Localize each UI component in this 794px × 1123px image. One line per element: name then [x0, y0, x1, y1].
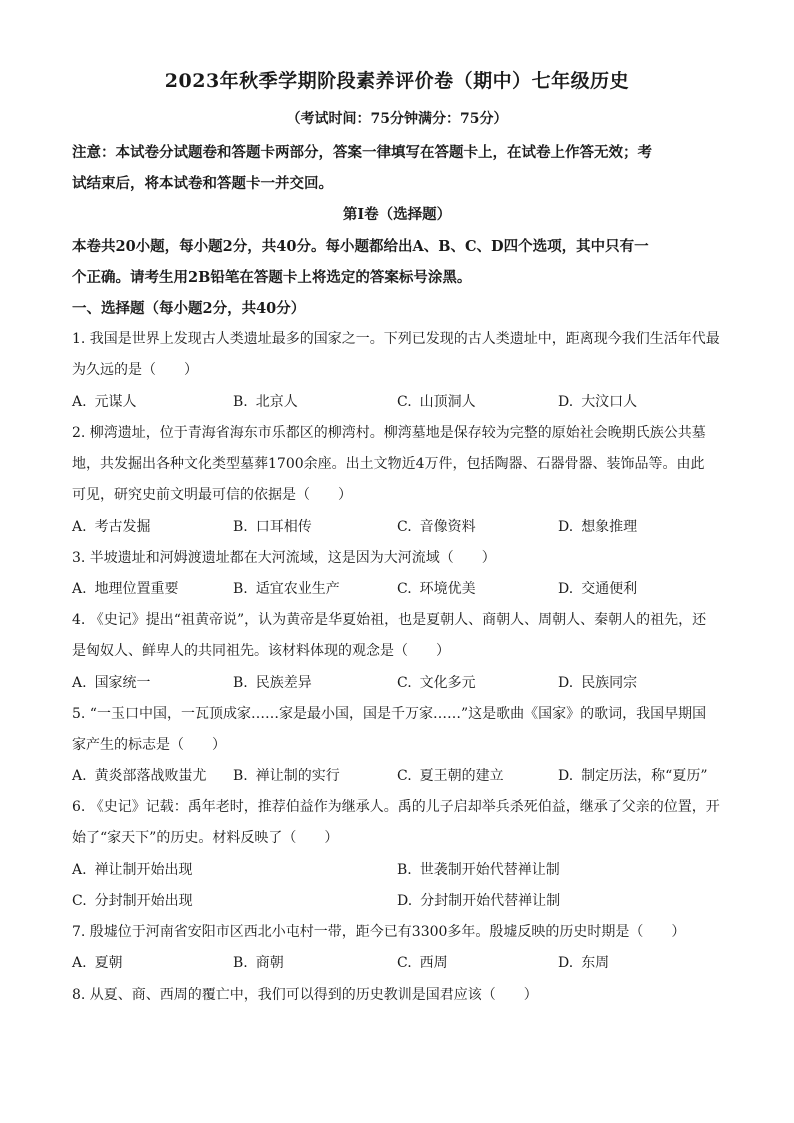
- question-text-line: 地，共发掘出各种文化类型墓葬1700余座。出土文物近4万件，包括陶器、石器骨器、装饰品等。由此: [72, 456, 705, 472]
- option-text: 口耳相传: [255, 519, 312, 535]
- option-d: [558, 578, 637, 598]
- option-text: 文化多元: [419, 675, 476, 691]
- option-d: [558, 391, 637, 411]
- option-d: [397, 890, 560, 910]
- option-label: A.: [72, 581, 87, 597]
- option-label: C.: [397, 955, 412, 971]
- option-text: 民族差异: [255, 675, 312, 691]
- notice-line-1: 注意：本试卷分试题卷和答题卡两部分，答案一律填写在答题卡上，在试卷上作答无效；考: [72, 144, 652, 161]
- question-text-line: 8. 从夏、商、西周的覆亡中，我们可以得到的历史教训是国君应该（ ）: [72, 987, 538, 1003]
- option-text: 交通便利: [581, 581, 638, 597]
- option-a: [72, 859, 193, 879]
- option-text: 制定历法，称“夏历”: [581, 768, 708, 784]
- question-text-line: 可见，研究史前文明最可信的依据是（ ）: [72, 487, 352, 503]
- option-label: B.: [233, 955, 248, 971]
- option-b: [397, 859, 560, 879]
- option-a: [72, 516, 151, 536]
- option-text: 大汶口人: [581, 394, 638, 410]
- option-b: [233, 765, 340, 785]
- question-text-line: 5. “一玉口中国，一瓦顶成家……家是最小国，国是千万家……”这是歌曲《国家》的歌词，我国早期国: [72, 706, 707, 722]
- option-text: 音像资料: [419, 519, 476, 535]
- option-b: [233, 516, 312, 536]
- option-d: [558, 516, 637, 536]
- option-text: 禅让制开始出现: [94, 862, 193, 878]
- option-label: C.: [72, 893, 87, 909]
- question-text-line: 家产生的标志是（ ）: [72, 737, 226, 753]
- option-text: 分封制开始出现: [94, 893, 193, 909]
- option-label: B.: [233, 394, 248, 410]
- option-label: B.: [233, 768, 248, 784]
- option-text: 适宜农业生产: [255, 581, 340, 597]
- option-label: B.: [233, 581, 248, 597]
- notice-line-2: 试结束后，将本试卷和答题卡一并交回。: [72, 175, 333, 192]
- option-text: 考古发掘: [94, 519, 151, 535]
- option-text: 民族同宗: [581, 675, 638, 691]
- option-text: 商朝: [255, 955, 284, 971]
- option-label: B.: [233, 675, 248, 691]
- option-text: 世袭制开始代替禅让制: [419, 862, 560, 878]
- option-label: A.: [72, 955, 87, 971]
- question-text-line: 7. 殷墟位于河南省安阳市区西北小屯村一带，距今已有3300多年。殷墟反映的历史时期是（ ）: [72, 924, 686, 940]
- option-label: B.: [397, 862, 412, 878]
- option-text: 国家统一: [94, 675, 151, 691]
- exam-duration-note: （考试时间：75分钟满分：75分）: [286, 111, 508, 127]
- option-label: C.: [397, 519, 412, 535]
- option-text: 禅让制的实行: [255, 768, 340, 784]
- option-c: [397, 391, 476, 411]
- option-label: B.: [233, 519, 248, 535]
- option-text: 分封制开始代替禅让制: [420, 893, 561, 909]
- option-d: [558, 672, 637, 692]
- option-text: 地理位置重要: [94, 581, 179, 597]
- question-text-line: 4. 《史记》提出“祖黄帝说”，认为黄帝是华夏始祖，也是夏朝人、商朝人、周朝人、秦朝人的祖先，还: [72, 612, 707, 628]
- option-label: C.: [397, 768, 412, 784]
- question-text-line: 6. 《史记》记载：禹年老时，推荐伯益作为继承人。禹的儿子启却举兵杀死伯益，继承了父亲的位置，开: [72, 799, 720, 815]
- option-label: C.: [397, 394, 412, 410]
- question-text-line: 2. 柳湾遗址，位于青海省海东市乐都区的柳湾村。柳湾墓地是保存较为完整的原始社会晚期氏族公共墓: [72, 425, 706, 441]
- option-b: [233, 578, 340, 598]
- option-b: [233, 952, 284, 972]
- option-c: [72, 890, 193, 910]
- option-label: D.: [397, 893, 413, 909]
- option-c: [397, 672, 476, 692]
- option-c: [397, 578, 476, 598]
- option-text: 山顶洞人: [419, 394, 476, 410]
- option-c: [397, 516, 476, 536]
- option-label: D.: [558, 519, 574, 535]
- option-b: [233, 391, 298, 411]
- exam-title: 2023年秋季学期阶段素养评价卷（期中）七年级历史: [164, 70, 630, 92]
- option-label: A.: [72, 675, 87, 691]
- option-label: A.: [72, 862, 87, 878]
- option-a: [72, 672, 151, 692]
- option-a: [72, 578, 179, 598]
- option-label: D.: [558, 394, 574, 410]
- question-text-line: 是匈奴人、鲜卑人的共同祖先。该材料体现的观念是（ ）: [72, 643, 450, 659]
- question-text-line: 1. 我国是世界上发现古人类遗址最多的国家之一。下列已发现的古人类遗址中，距离现今我们生活年代最: [72, 331, 720, 347]
- option-text: 夏王朝的建立: [419, 768, 504, 784]
- option-d: [558, 952, 609, 972]
- section-title: 一、选择题（每小题2分，共40分）: [72, 300, 306, 317]
- option-a: [72, 391, 137, 411]
- question-text-line: 3. 半坡遗址和河姆渡遗址都在大河流域，这是因为大河流域（ ）: [72, 550, 496, 566]
- option-label: A.: [72, 519, 87, 535]
- question-text-line: 始了“家天下”的历史。材料反映了（ ）: [72, 830, 339, 846]
- option-text: 环境优美: [419, 581, 476, 597]
- option-c: [397, 765, 504, 785]
- part-description-line-2: 个正确。请考生用2B铅笔在答题卡上将选定的答案标号涂黑。: [72, 269, 472, 286]
- option-label: D.: [558, 768, 574, 784]
- option-d: [558, 765, 708, 785]
- option-text: 北京人: [255, 394, 298, 410]
- option-text: 黄炎部落战败蚩尤: [94, 768, 207, 784]
- option-b: [233, 672, 312, 692]
- option-text: 东周: [581, 955, 610, 971]
- option-text: 西周: [419, 955, 448, 971]
- option-text: 夏朝: [94, 955, 123, 971]
- part-heading: 第Ⅰ卷（选择题）: [342, 206, 452, 223]
- option-label: A.: [72, 768, 87, 784]
- option-label: D.: [558, 675, 574, 691]
- part-description-line-1: 本卷共20小题，每小题2分，共40分。每小题都给出A、B、C、D四个选项，其中只有一: [72, 238, 649, 255]
- option-a: [72, 952, 123, 972]
- option-label: A.: [72, 394, 87, 410]
- option-label: C.: [397, 581, 412, 597]
- option-text: 想象推理: [581, 519, 638, 535]
- option-a: [72, 765, 207, 785]
- option-label: C.: [397, 675, 412, 691]
- option-c: [397, 952, 448, 972]
- question-text-line: 为久远的是（ ）: [72, 362, 198, 378]
- option-label: D.: [558, 581, 574, 597]
- option-label: D.: [558, 955, 574, 971]
- option-text: 元谋人: [94, 394, 137, 410]
